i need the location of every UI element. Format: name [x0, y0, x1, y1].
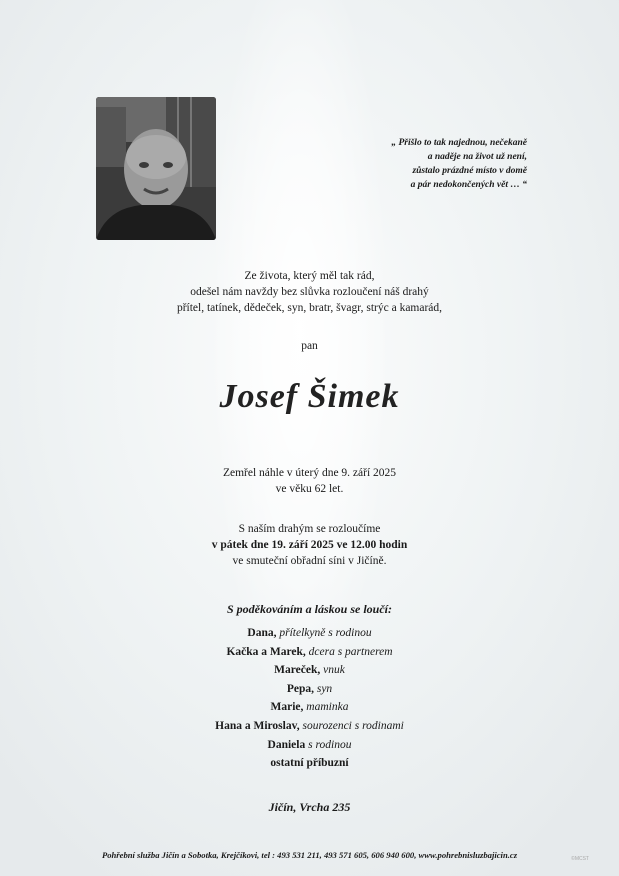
mourner-relation: dcera s partnerem — [308, 645, 393, 658]
mourner-row — [0, 661, 619, 680]
quote-line: „ Přišlo to tak najednou, nečekaně — [391, 138, 527, 148]
mourner-row — [0, 643, 619, 662]
mourner-row — [0, 680, 619, 699]
mourner-name: Hana a Miroslav, — [215, 719, 300, 732]
ceremony-info — [0, 521, 619, 569]
quote-line: zůstalo prázdné místo v domě — [412, 166, 527, 176]
mourner-name: Dana, — [247, 627, 277, 639]
honorific: pan — [301, 340, 318, 352]
mourner-name: Pepa, — [286, 682, 314, 695]
mourner-relation: přítelkyně s rodinou — [279, 627, 372, 639]
deceased-name: Josef Šimek — [219, 378, 400, 415]
mourner-row — [0, 624, 619, 643]
watermark: ©MCST — [571, 856, 589, 862]
mourner-relation: vnuk — [323, 664, 345, 677]
quote-line: a pár nedokončených vět … “ — [410, 180, 527, 190]
mourner-row — [0, 717, 619, 736]
mourner-row — [0, 736, 619, 755]
intro-line: Ze života, který měl tak rád, — [244, 270, 375, 282]
mourner-name: Kačka a Marek, — [226, 645, 306, 658]
mourner-name: Daniela — [267, 738, 306, 751]
death-notice — [0, 465, 619, 497]
mourner-relation: s rodinou — [308, 738, 352, 751]
funeral-service-footer: Pohřební služba Jičín a Sobotka, Krejčíkovi, tel : 493 531 211, 493 571 605, 606 940 600, www.pohrebnisluzbajicin.cz — [101, 850, 518, 860]
intro-line: odešel nám navždy bez slůvka rozloučení náš drahý — [190, 286, 429, 298]
mourner-name: Marie, — [270, 701, 304, 714]
quote-line: a naděje na život už není, — [427, 152, 527, 162]
mourners-heading: S poděkováním a láskou se loučí: — [226, 602, 392, 616]
death-date: Zemřel náhle v úterý dne 9. září 2025 — [222, 467, 397, 479]
mourner-name: ostatní příbuzní — [270, 757, 349, 770]
mourner-relation: sourozenci s rodinami — [302, 719, 404, 732]
portrait-photo — [96, 97, 216, 240]
mourner-relation: maminka — [306, 701, 349, 714]
mourner-relation: syn — [316, 682, 333, 695]
mourner-row — [0, 698, 619, 717]
intro-text — [0, 268, 619, 316]
address: Jičín, Vrcha 235 — [268, 800, 351, 814]
mourner-row — [0, 754, 619, 773]
ceremony-datetime: v pátek dne 19. září 2025 ve 12.00 hodin — [211, 539, 408, 551]
ceremony-place: ve smuteční obřadní síni v Jičíně. — [232, 555, 387, 567]
quote-block — [297, 136, 527, 192]
mourners-list — [0, 624, 619, 773]
death-age: ve věku 62 let. — [275, 483, 344, 495]
intro-line: přítel, tatínek, dědeček, syn, bratr, švagr, strýc a kamarád, — [176, 302, 443, 314]
mourner-name: Mareček, — [274, 664, 321, 677]
ceremony-intro: S naším drahým se rozloučíme — [238, 523, 381, 535]
